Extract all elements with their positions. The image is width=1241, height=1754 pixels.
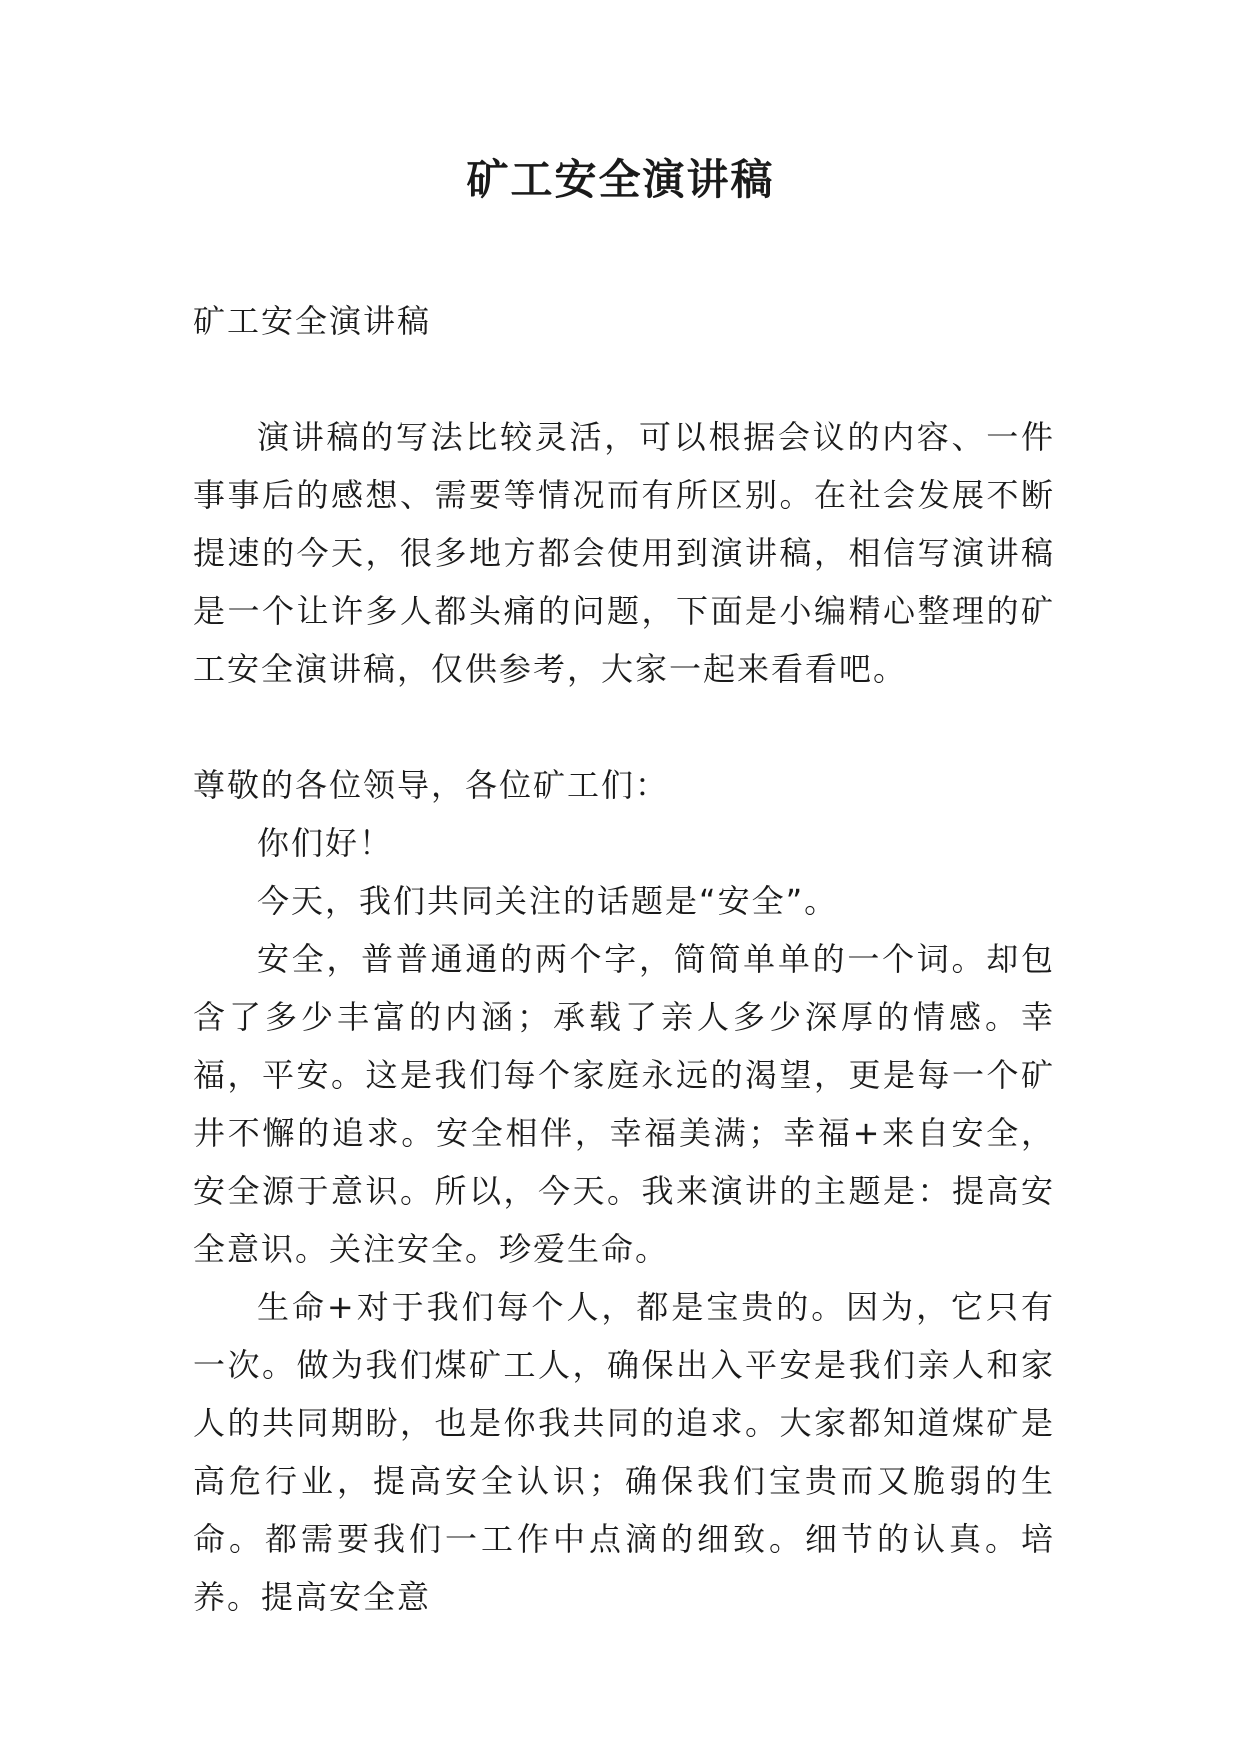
life-paragraph: 生命+对于我们每个人，都是宝贵的。因为，它只有一次。做为我们煤矿工人，确保出入平安是我们亲人和家人的共同期盼，也是你我共同的追求。大家都知道煤矿是高危行业，提高安全认识；确保我们宝贵而又脆弱的生命。都需要我们一工作中点滴的细致。细节的认真。培养。提高安全意 [193, 1288, 1055, 1616]
document-title: 矿工安全演讲稿 [466, 155, 775, 204]
greeting-line: 你们好！ [257, 824, 394, 862]
salutation-line: 尊敬的各位领导，各位矿工们： [193, 766, 670, 804]
topic-line: 今天，我们共同关注的话题是“安全”。 [257, 882, 839, 920]
intro-paragraph: 演讲稿的写法比较灵活，可以根据会议的内容、一件事事后的感想、需要等情况而有所区别。在社会发展不断提速的今天，很多地方都会使用到演讲稿，相信写演讲稿是一个让许多人都头痛的问题，下面是小编精心整理的矿工安全演讲稿，仅供参考，大家一起来看看吧。 [193, 418, 1055, 688]
document-body [193, 292, 1055, 1626]
document-subtitle: 矿工安全演讲稿 [193, 302, 432, 340]
safety-paragraph: 安全，普普通通的两个字，简简单单的一个词。却包含了多少丰富的内涵；承载了亲人多少深厚的情感。幸福，平安。这是我们每个家庭永远的渴望，更是每一个矿井不懈的追求。安全相伴，幸福美满；幸福+来自安全，安全源于意识。所以，今天。我来演讲的主题是：提高安全意识。关注安全。珍爱生命。 [193, 940, 1055, 1268]
